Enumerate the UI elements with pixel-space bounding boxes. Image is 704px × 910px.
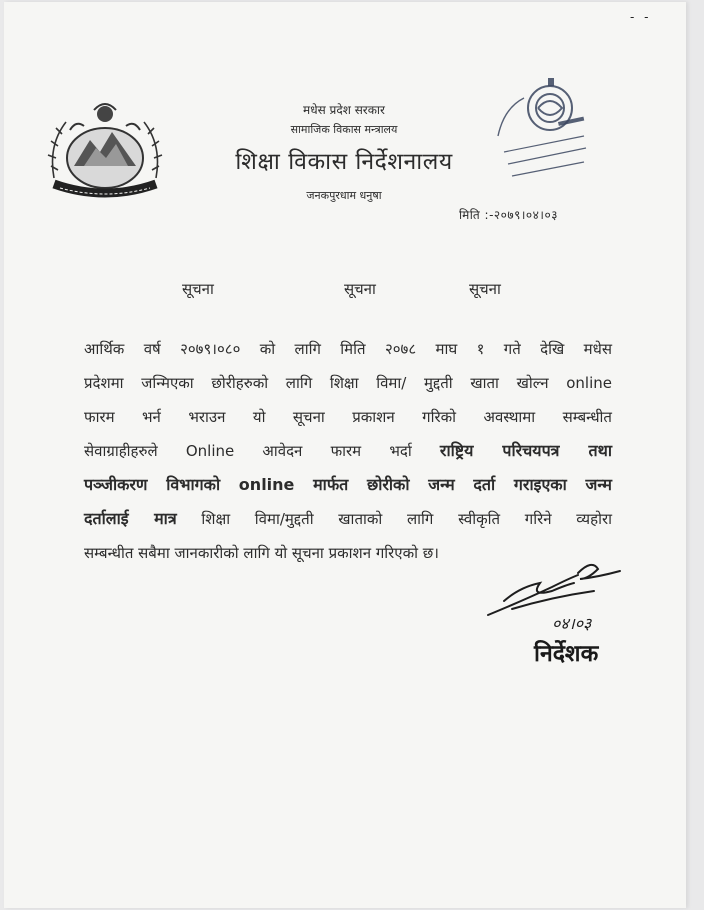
office-stamp-icon xyxy=(494,78,592,192)
notice-heading: सूचना xyxy=(344,280,376,298)
body-line xyxy=(84,502,612,536)
signature-date: ०४।०३ xyxy=(552,614,592,633)
body-line: सम्बन्धीत सबैमा जानकारीको लागि यो सूचना प्रकाशन गरिएको छ। xyxy=(84,544,439,562)
body-emphasis: दर्तालाई मात्र xyxy=(84,509,177,528)
government-name: मधेस प्रदेश सरकार xyxy=(303,103,385,117)
notice-heading: सूचना xyxy=(182,280,214,298)
notice-body xyxy=(84,332,612,570)
issue-date: मिति :-२०७९।०४।०३ xyxy=(459,208,558,222)
handwritten-signature xyxy=(482,557,634,635)
body-line xyxy=(84,434,612,468)
nepal-emblem-icon xyxy=(44,100,166,202)
body-segment: शिक्षा विमा/मुद्दती खाताको लागि स्वीकृति गरिने व्यहोरा xyxy=(201,510,612,528)
edge-mark: - - xyxy=(630,10,652,24)
office-address: जनकपुरधाम धनुषा xyxy=(306,189,382,202)
body-segment: सेवाग्राहीहरुले Online आवेदन फारम भर्दा xyxy=(84,442,412,460)
signatory-designation: निर्देशक xyxy=(534,641,599,667)
notice-heading: सूचना xyxy=(469,280,501,298)
document-page xyxy=(4,2,686,908)
ministry-name: सामाजिक विकास मन्त्रालय xyxy=(290,123,398,136)
body-line: आर्थिक वर्ष २०७९।०८० को लागि मिति २०७८ माघ १ गते देखि मधेस xyxy=(84,340,612,358)
directorate-title: शिक्षा विकास निर्देशनालय xyxy=(235,149,453,175)
body-line: फारम भर्न भराउन यो सूचना प्रकाशन गरिको अवस्थामा सम्बन्धीत xyxy=(84,408,612,426)
body-emphasis: राष्ट्रिय परिचयपत्र तथा xyxy=(439,441,612,460)
body-line-emphasis: पञ्जीकरण विभागको online मार्फत छोरीको जन्म दर्ता गराइएका जन्म xyxy=(84,475,612,494)
body-line: प्रदेशमा जन्मिएका छोरीहरुको लागि शिक्षा विमा/ मुद्दती खाता खोल्न online xyxy=(84,374,612,392)
